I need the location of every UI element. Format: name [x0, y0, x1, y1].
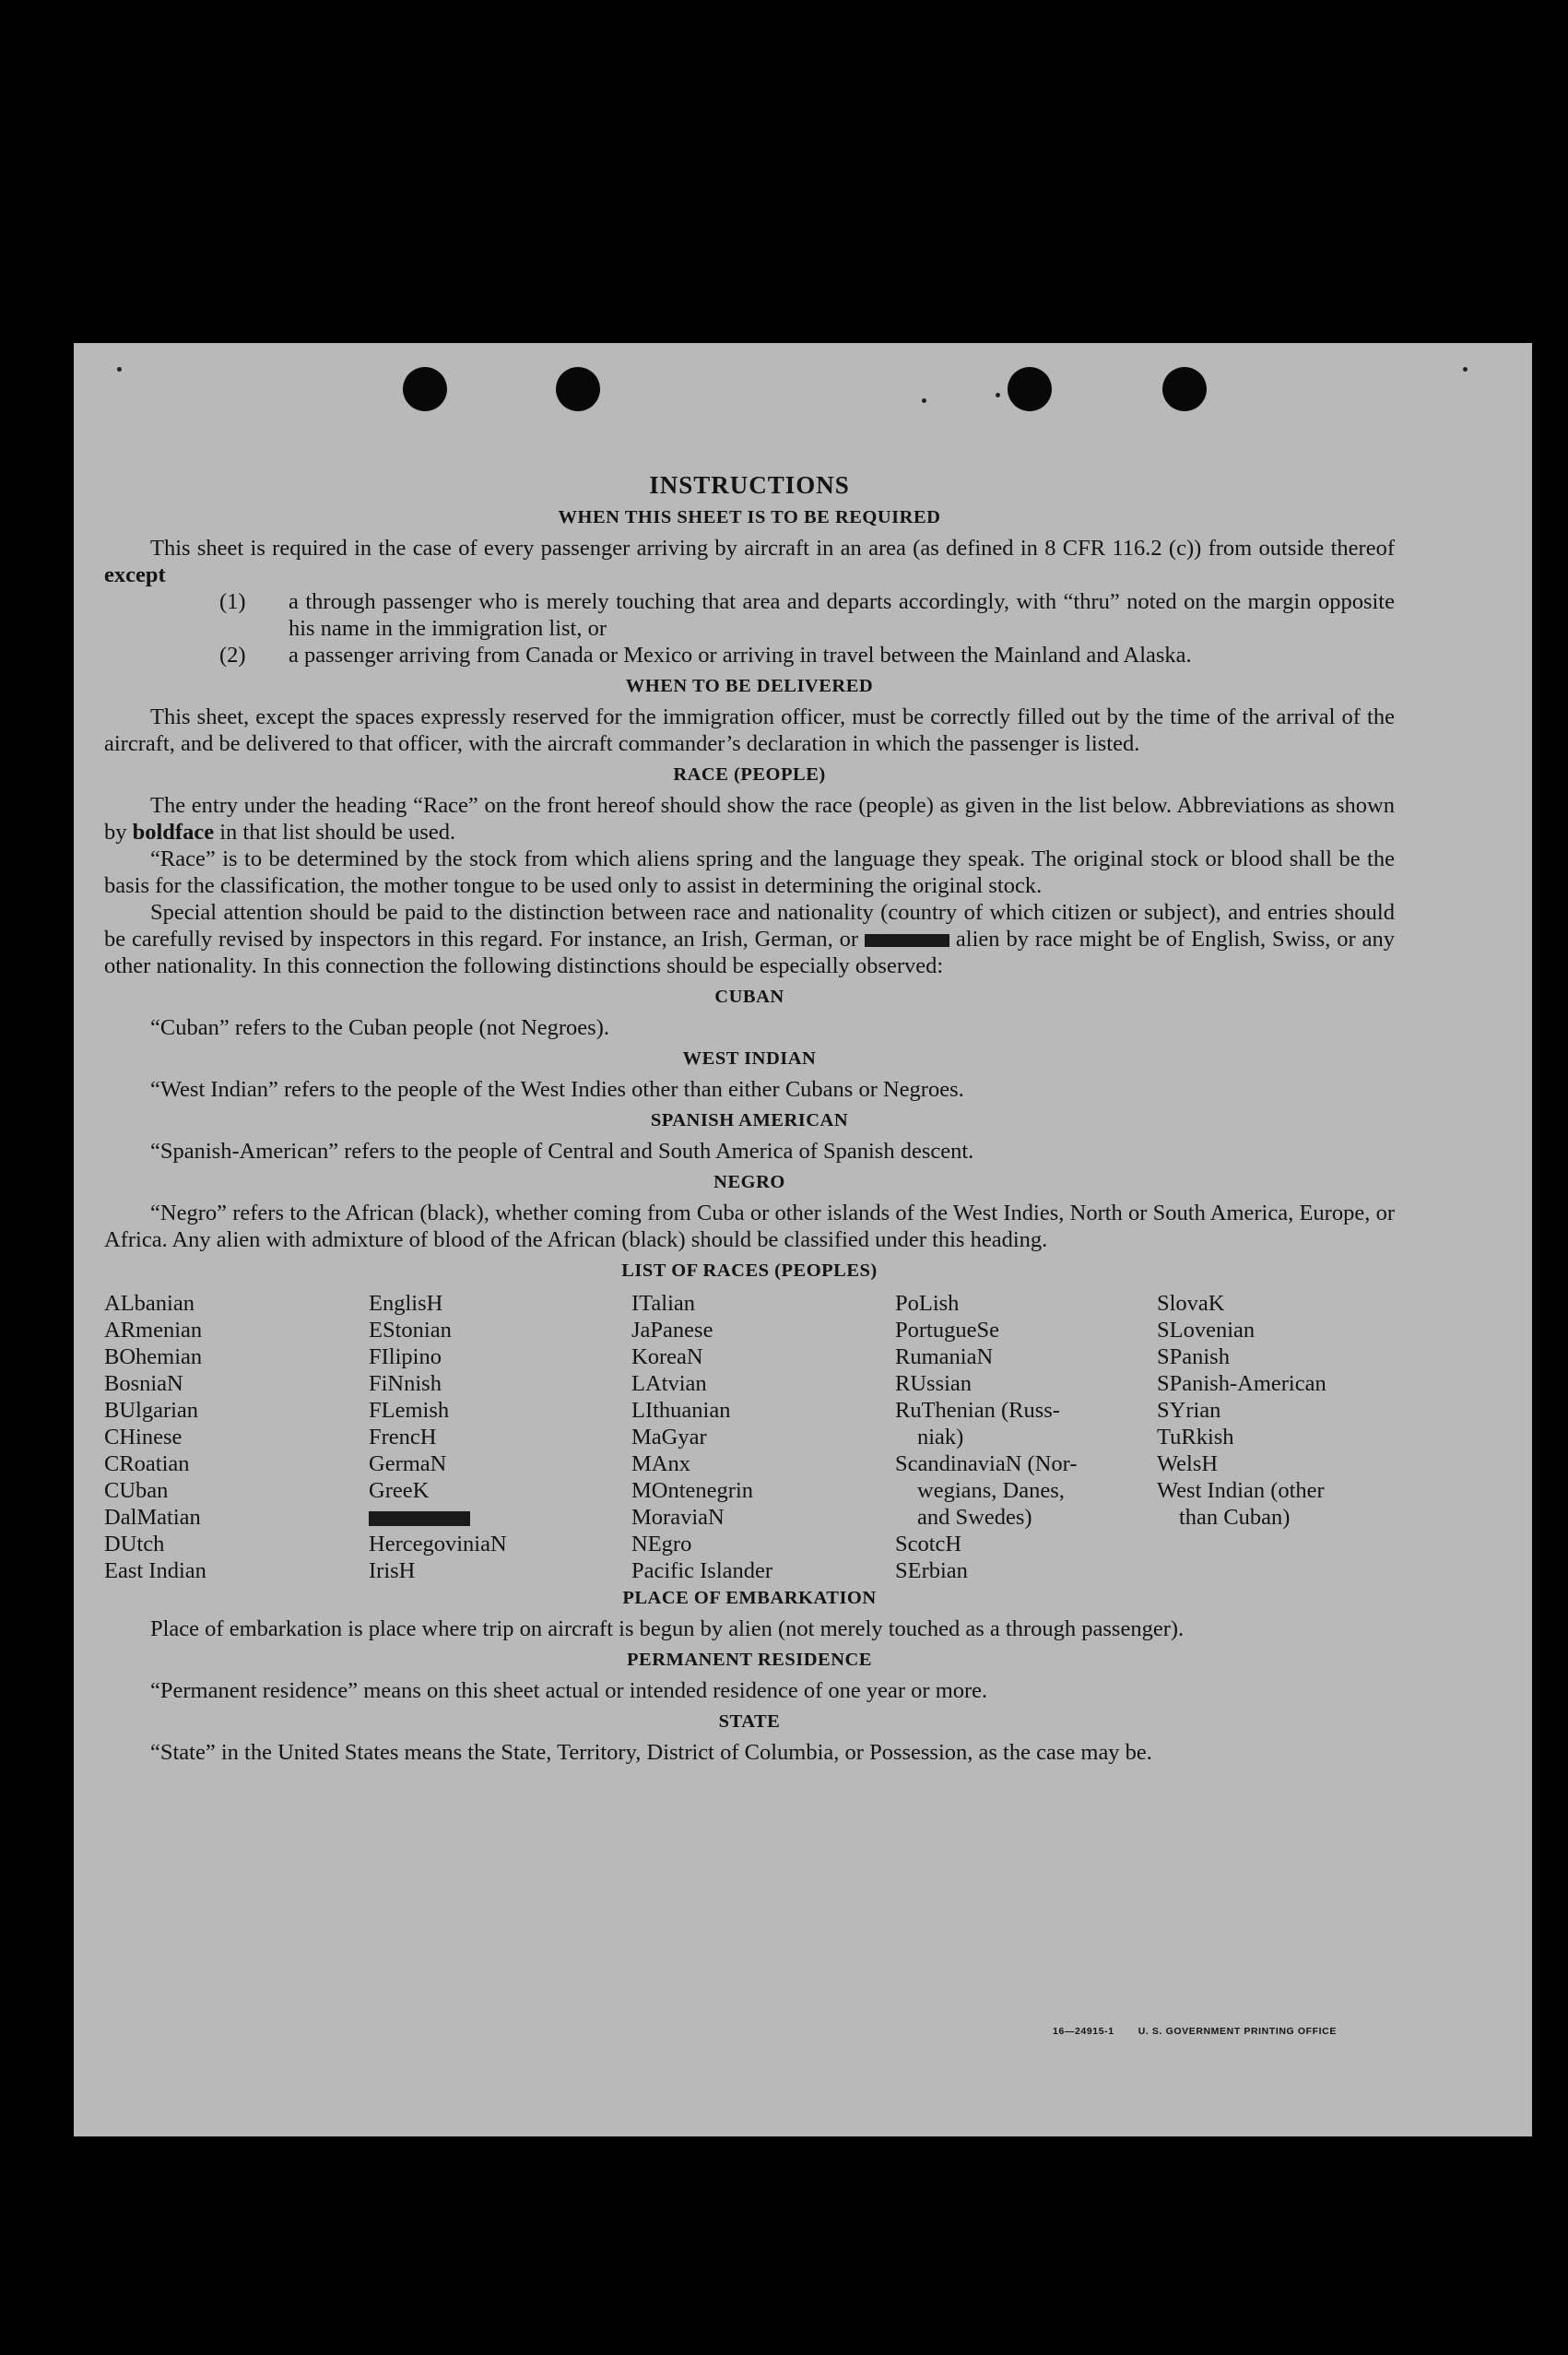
race-entry: GermaN [369, 1451, 447, 1476]
paragraph: “West Indian” refers to the people of the West Indies other than either Cubans or Negroes. [150, 1077, 964, 1102]
section-heading: STATE [718, 1711, 781, 1732]
race-entry: RuThenian (Russ- [895, 1398, 1060, 1423]
punch-hole [556, 367, 600, 411]
race-entry: SLovenian [1157, 1318, 1256, 1343]
race-entry: LAtvian [631, 1371, 707, 1396]
section-heading: LIST OF RACES (PEOPLES) [621, 1260, 878, 1281]
race-entry: HercegoviniaN [369, 1532, 507, 1556]
printer-credit: U. S. GOVERNMENT PRINTING OFFICE [1138, 2026, 1337, 2037]
race-entry: CRoatian [104, 1451, 190, 1476]
race-entry: SYrian [1157, 1398, 1221, 1423]
race-entry: WelsH [1157, 1451, 1219, 1476]
race-entry: West Indian (other [1157, 1478, 1325, 1503]
race-entry: NEgro [631, 1532, 692, 1556]
paragraph: Place of embarkation is place where trip on aircraft is begun by alien (not merely touched as a through passenger). [150, 1616, 1185, 1641]
form-number: 16—24915-1 [1053, 2026, 1114, 2037]
race-entry: KoreaN [631, 1344, 703, 1369]
race-entry: ALbanian [104, 1291, 195, 1316]
speck [922, 398, 926, 403]
race-entry: RumaniaN [895, 1344, 994, 1369]
race-entry: Pacific Islander [631, 1558, 773, 1583]
punch-hole [403, 367, 447, 411]
speck [117, 367, 122, 372]
paragraph: “Permanent residence” means on this sheet actual or intended residence of one year or more. [150, 1678, 988, 1703]
race-entry: SlovaK [1157, 1291, 1225, 1316]
race-entry: EStonian [369, 1318, 452, 1343]
race-entry: MOntenegrin [631, 1478, 753, 1503]
list-item: (2) a passenger arriving from Canada or Mexico or arriving in travel between the Mainland and Alaska. [219, 643, 1192, 668]
race-entry: CHinese [104, 1425, 183, 1450]
page-title: INSTRUCTIONS [649, 471, 850, 499]
paragraph: “Race” is to be determined by the stock from which aliens spring and the language they speak. The original stock or blood shall be the basis for the classification, the mother tongue to be used only to assist in determining the original stock. [104, 846, 1395, 898]
punch-hole [1008, 367, 1052, 411]
race-entry: FiNnish [369, 1371, 442, 1396]
section-heading: SPANISH AMERICAN [650, 1110, 849, 1130]
race-entry: ScandinaviaN (Nor- [895, 1451, 1078, 1476]
section-heading: WEST INDIAN [682, 1048, 817, 1069]
race-column [631, 1290, 772, 1584]
race-entry: SPanish-American [1157, 1371, 1326, 1396]
race-column [895, 1290, 1077, 1584]
section-heading: PERMANENT RESIDENCE [627, 1650, 872, 1670]
race-entry: ScotcH [895, 1532, 962, 1556]
paragraph: “Negro” refers to the African (black), whether coming from Cuba or other islands of the West Indies, North or South America, Europe, or Africa. Any alien with admixture of blood of the African (black) should be classified under this heading. [104, 1201, 1395, 1252]
race-entry: and Swedes) [917, 1505, 1032, 1530]
punch-hole [1162, 367, 1207, 411]
race-entry: MoraviaN [631, 1505, 725, 1530]
race-entry: ARmenian [104, 1318, 203, 1343]
document-sheet [74, 343, 1532, 2136]
paragraph: “State” in the United States means the State, Territory, District of Columbia, or Possession, as the case may be. [150, 1740, 1152, 1765]
section-heading: RACE (PEOPLE) [673, 764, 826, 785]
section-heading: WHEN THIS SHEET IS TO BE REQUIRED [558, 507, 941, 527]
race-entry: FrencH [369, 1425, 437, 1450]
race-entry: DUtch [104, 1532, 165, 1556]
race-column [104, 1290, 206, 1584]
section-heading: PLACE OF EMBARKATION [622, 1588, 877, 1608]
race-entry: PoLish [895, 1291, 960, 1316]
race-entry: GreeK [369, 1478, 430, 1503]
instructions-content [104, 472, 1395, 1766]
race-entry: niak) [917, 1425, 964, 1450]
race-column [369, 1290, 507, 1584]
race-entry: JaPanese [631, 1318, 713, 1343]
race-entry: SErbian [895, 1558, 968, 1583]
race-entry: TuRkish [1157, 1425, 1234, 1450]
section-heading: CUBAN [714, 987, 784, 1007]
section-heading: WHEN TO BE DELIVERED [625, 676, 874, 696]
race-entry: ITalian [631, 1291, 696, 1316]
race-entry: FLemish [369, 1398, 450, 1423]
paragraph: “Spanish-American” refers to the people of Central and South America of Spanish descent. [150, 1139, 974, 1164]
race-entry: DalMatian [104, 1505, 201, 1530]
section-heading: NEGRO [713, 1172, 785, 1192]
race-entry-redacted [369, 1504, 507, 1531]
race-entry: than Cuban) [1179, 1505, 1291, 1530]
redaction-mark [369, 1511, 470, 1526]
paragraph: This sheet is required in the case of every passenger arriving by aircraft in an area (as defined in 8 CFR 116.2 (c)) from outside thereof except [104, 536, 1395, 587]
paragraph: This sheet, except the spaces expressly reserved for the immigration officer, must be correctly filled out by the time of the arrival of the aircraft, and be delivered to that officer, with the aircraft commander’s declaration in which the passenger is listed. [104, 704, 1395, 756]
list-item: (1) a through passenger who is merely touching that area and departs accordingly, with “thru” noted on the margin opposite his name in the immigration list, or [219, 589, 1395, 641]
race-entry: BosniaN [104, 1371, 183, 1396]
race-column [1157, 1290, 1326, 1531]
paragraph: The entry under the heading “Race” on the front hereof should show the race (people) as given in the list below. Abbreviations as shown by boldface in that list should be used. [104, 793, 1395, 845]
race-list [104, 1290, 1395, 1583]
race-entry: RUssian [895, 1371, 973, 1396]
speck [1463, 367, 1468, 372]
race-entry: CUban [104, 1478, 169, 1503]
speck [996, 393, 1000, 397]
race-entry: BUlgarian [104, 1398, 199, 1423]
redaction-mark [865, 934, 949, 947]
race-entry: FIlipino [369, 1344, 442, 1369]
race-entry: wegians, Danes, [917, 1478, 1065, 1503]
race-entry: IrisH [369, 1558, 416, 1583]
paragraph: Special attention should be paid to the distinction between race and nationality (country of which citizen or subject), and entries should be carefully revised by inspectors in this regard. For instance, an Irish, German, or alien by race might be of English, Swiss, or any other nationality. In this connection the following distinctions should be especially observed: [104, 900, 1395, 978]
race-entry: SPanish [1157, 1344, 1230, 1369]
race-entry: EnglisH [369, 1291, 443, 1316]
race-entry: East Indian [104, 1558, 206, 1583]
paragraph: “Cuban” refers to the Cuban people (not Negroes). [150, 1015, 609, 1040]
race-entry: MAnx [631, 1451, 690, 1476]
race-entry: MaGyar [631, 1425, 707, 1450]
race-entry: LIthuanian [631, 1398, 731, 1423]
race-entry: BOhemian [104, 1344, 203, 1369]
race-entry: PortugueSe [895, 1318, 999, 1343]
form-footer [1053, 2026, 1337, 2037]
